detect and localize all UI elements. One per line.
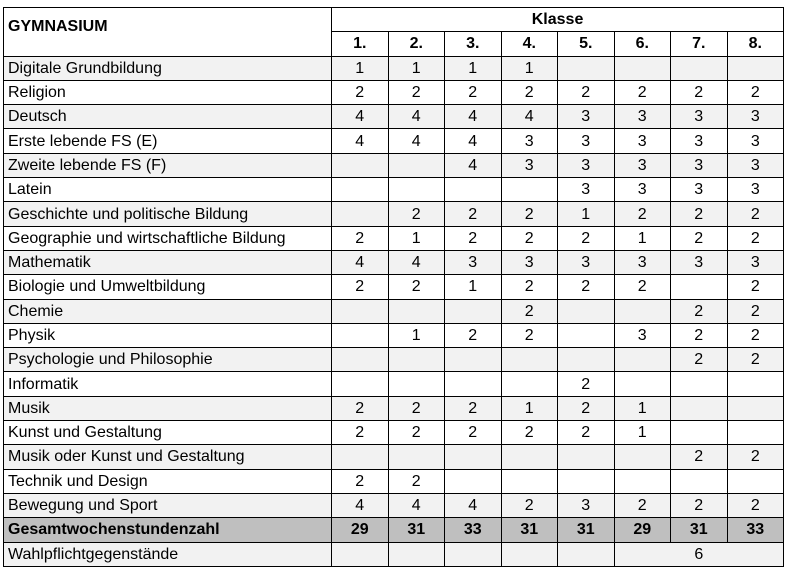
hours-cell: 1 bbox=[388, 323, 445, 347]
hours-cell: 1 bbox=[332, 56, 389, 80]
hours-cell bbox=[727, 469, 784, 493]
hours-cell bbox=[558, 56, 615, 80]
hours-cell bbox=[388, 178, 445, 202]
hours-cell: 2 bbox=[388, 469, 445, 493]
hours-cell bbox=[332, 202, 389, 226]
hours-cell bbox=[445, 469, 502, 493]
subject-row bbox=[4, 250, 784, 274]
hours-cell bbox=[671, 275, 728, 299]
hours-cell: 3 bbox=[727, 153, 784, 177]
subject-name: Erste lebende FS (E) bbox=[4, 129, 332, 153]
total-hours: 31 bbox=[388, 518, 445, 542]
subject-name: Geschichte und politische Bildung bbox=[4, 202, 332, 226]
hours-cell bbox=[671, 372, 728, 396]
hours-cell: 2 bbox=[445, 396, 502, 420]
total-label: Gesamtwochenstundenzahl bbox=[4, 518, 332, 542]
hours-cell: 2 bbox=[332, 80, 389, 104]
grade-group-header: Klasse bbox=[332, 8, 784, 32]
hours-cell bbox=[671, 421, 728, 445]
hours-cell: 3 bbox=[445, 250, 502, 274]
hours-cell: 2 bbox=[671, 348, 728, 372]
hours-cell: 2 bbox=[671, 202, 728, 226]
hours-cell: 3 bbox=[614, 153, 671, 177]
hours-cell: 2 bbox=[671, 493, 728, 517]
hours-cell: 4 bbox=[332, 129, 389, 153]
hours-cell: 3 bbox=[558, 129, 615, 153]
hours-cell: 2 bbox=[388, 275, 445, 299]
hours-cell: 3 bbox=[558, 250, 615, 274]
subject-name: Kunst und Gestaltung bbox=[4, 421, 332, 445]
grade-header: 1. bbox=[332, 32, 389, 56]
subject-row bbox=[4, 80, 784, 104]
subject-row bbox=[4, 202, 784, 226]
hours-cell bbox=[727, 396, 784, 420]
hours-cell: 3 bbox=[727, 129, 784, 153]
hours-cell bbox=[501, 348, 558, 372]
hours-cell: 2 bbox=[501, 421, 558, 445]
hours-cell bbox=[388, 372, 445, 396]
hours-cell: 2 bbox=[727, 348, 784, 372]
hours-cell bbox=[558, 323, 615, 347]
subject-row bbox=[4, 445, 784, 469]
hours-cell bbox=[332, 178, 389, 202]
hours-cell bbox=[388, 445, 445, 469]
hours-cell: 2 bbox=[445, 323, 502, 347]
hours-cell: 4 bbox=[501, 105, 558, 129]
hours-cell bbox=[332, 153, 389, 177]
subject-row bbox=[4, 275, 784, 299]
hours-cell bbox=[671, 396, 728, 420]
hours-cell: 2 bbox=[332, 469, 389, 493]
hours-cell: 3 bbox=[614, 250, 671, 274]
hours-cell: 2 bbox=[614, 493, 671, 517]
hours-cell: 1 bbox=[614, 226, 671, 250]
hours-cell: 4 bbox=[388, 105, 445, 129]
total-hours: 29 bbox=[614, 518, 671, 542]
elective-label: Wahlpflichtgegenstände bbox=[4, 542, 332, 566]
total-hours: 31 bbox=[501, 518, 558, 542]
hours-cell: 2 bbox=[671, 80, 728, 104]
hours-cell bbox=[501, 178, 558, 202]
elective-hours bbox=[445, 542, 502, 566]
hours-cell: 2 bbox=[445, 226, 502, 250]
subject-row bbox=[4, 129, 784, 153]
subject-name: Musik oder Kunst und Gestaltung bbox=[4, 445, 332, 469]
hours-cell: 2 bbox=[332, 275, 389, 299]
subject-name: Digitale Grundbildung bbox=[4, 56, 332, 80]
hours-cell bbox=[388, 153, 445, 177]
hours-cell: 2 bbox=[558, 396, 615, 420]
hours-cell: 1 bbox=[445, 56, 502, 80]
subject-name: Geographie und wirtschaftliche Bildung bbox=[4, 226, 332, 250]
hours-cell: 3 bbox=[727, 250, 784, 274]
subject-row bbox=[4, 372, 784, 396]
subject-row bbox=[4, 299, 784, 323]
hours-cell bbox=[671, 56, 728, 80]
hours-cell bbox=[727, 372, 784, 396]
hours-cell: 3 bbox=[614, 323, 671, 347]
hours-cell: 3 bbox=[614, 129, 671, 153]
hours-cell: 4 bbox=[388, 250, 445, 274]
hours-cell bbox=[558, 469, 615, 493]
grade-header: 3. bbox=[445, 32, 502, 56]
elective-row bbox=[4, 542, 784, 566]
hours-cell: 2 bbox=[332, 396, 389, 420]
subject-row bbox=[4, 469, 784, 493]
hours-cell: 3 bbox=[614, 105, 671, 129]
hours-cell: 4 bbox=[332, 493, 389, 517]
hours-cell bbox=[332, 348, 389, 372]
hours-cell bbox=[332, 445, 389, 469]
subject-name: Religion bbox=[4, 80, 332, 104]
hours-cell bbox=[332, 299, 389, 323]
hours-cell bbox=[501, 372, 558, 396]
subject-row bbox=[4, 56, 784, 80]
hours-cell bbox=[614, 469, 671, 493]
hours-cell bbox=[445, 445, 502, 469]
hours-cell: 4 bbox=[445, 105, 502, 129]
hours-cell bbox=[671, 469, 728, 493]
hours-cell: 2 bbox=[727, 80, 784, 104]
hours-cell: 2 bbox=[727, 493, 784, 517]
grade-header: 7. bbox=[671, 32, 728, 56]
hours-cell: 2 bbox=[727, 445, 784, 469]
hours-cell: 2 bbox=[332, 421, 389, 445]
hours-cell: 2 bbox=[727, 323, 784, 347]
curriculum-table bbox=[3, 7, 784, 567]
hours-cell: 2 bbox=[671, 226, 728, 250]
hours-cell bbox=[614, 348, 671, 372]
hours-cell bbox=[332, 323, 389, 347]
grade-header: 8. bbox=[727, 32, 784, 56]
hours-cell: 4 bbox=[388, 129, 445, 153]
hours-cell bbox=[727, 421, 784, 445]
hours-cell bbox=[558, 445, 615, 469]
hours-cell bbox=[445, 178, 502, 202]
hours-cell: 1 bbox=[501, 56, 558, 80]
subject-row bbox=[4, 226, 784, 250]
subject-name: Psychologie und Philosophie bbox=[4, 348, 332, 372]
hours-cell: 2 bbox=[671, 323, 728, 347]
subject-name: Technik und Design bbox=[4, 469, 332, 493]
hours-cell: 3 bbox=[558, 105, 615, 129]
grade-header: 2. bbox=[388, 32, 445, 56]
hours-cell: 2 bbox=[614, 80, 671, 104]
hours-cell: 3 bbox=[727, 178, 784, 202]
hours-cell: 2 bbox=[501, 202, 558, 226]
total-hours: 31 bbox=[671, 518, 728, 542]
subject-name: Biologie und Umweltbildung bbox=[4, 275, 332, 299]
hours-cell bbox=[614, 372, 671, 396]
total-hours: 33 bbox=[445, 518, 502, 542]
total-hours: 31 bbox=[558, 518, 615, 542]
hours-cell: 1 bbox=[558, 202, 615, 226]
hours-cell: 2 bbox=[501, 226, 558, 250]
hours-cell: 1 bbox=[614, 421, 671, 445]
subject-row bbox=[4, 153, 784, 177]
hours-cell: 3 bbox=[671, 250, 728, 274]
subject-name: Musik bbox=[4, 396, 332, 420]
hours-cell: 2 bbox=[501, 275, 558, 299]
subject-row bbox=[4, 105, 784, 129]
subject-name: Physik bbox=[4, 323, 332, 347]
hours-cell bbox=[614, 445, 671, 469]
hours-cell bbox=[332, 372, 389, 396]
hours-cell: 1 bbox=[388, 226, 445, 250]
hours-cell bbox=[388, 348, 445, 372]
hours-cell bbox=[501, 469, 558, 493]
hours-cell bbox=[614, 299, 671, 323]
hours-cell: 2 bbox=[727, 299, 784, 323]
hours-cell: 4 bbox=[445, 493, 502, 517]
subject-row bbox=[4, 493, 784, 517]
subject-row bbox=[4, 421, 784, 445]
hours-cell: 2 bbox=[727, 275, 784, 299]
elective-hours bbox=[501, 542, 558, 566]
subject-row bbox=[4, 178, 784, 202]
hours-cell: 2 bbox=[558, 80, 615, 104]
hours-cell: 4 bbox=[388, 493, 445, 517]
subject-rows bbox=[4, 56, 784, 518]
hours-cell: 2 bbox=[388, 80, 445, 104]
hours-cell: 2 bbox=[501, 299, 558, 323]
header-row-group bbox=[4, 8, 784, 32]
subject-name: Latein bbox=[4, 178, 332, 202]
table-title: GYMNASIUM bbox=[4, 8, 332, 57]
hours-cell: 2 bbox=[388, 202, 445, 226]
subject-name: Deutsch bbox=[4, 105, 332, 129]
hours-cell: 1 bbox=[445, 275, 502, 299]
hours-cell: 3 bbox=[671, 153, 728, 177]
hours-cell bbox=[558, 299, 615, 323]
hours-cell: 2 bbox=[388, 396, 445, 420]
hours-cell: 3 bbox=[501, 129, 558, 153]
elective-upper-hours: 6 bbox=[614, 542, 784, 566]
hours-cell: 4 bbox=[332, 105, 389, 129]
hours-cell: 2 bbox=[614, 275, 671, 299]
grade-header: 4. bbox=[501, 32, 558, 56]
hours-cell: 2 bbox=[727, 202, 784, 226]
total-hours: 33 bbox=[727, 518, 784, 542]
subject-name: Informatik bbox=[4, 372, 332, 396]
hours-cell: 1 bbox=[614, 396, 671, 420]
subject-name: Zweite lebende FS (F) bbox=[4, 153, 332, 177]
elective-hours bbox=[332, 542, 389, 566]
hours-cell: 2 bbox=[501, 493, 558, 517]
hours-cell: 3 bbox=[671, 129, 728, 153]
subject-row bbox=[4, 323, 784, 347]
hours-cell: 3 bbox=[501, 250, 558, 274]
elective-hours bbox=[388, 542, 445, 566]
hours-cell bbox=[558, 348, 615, 372]
hours-cell: 2 bbox=[501, 323, 558, 347]
elective-hours bbox=[558, 542, 615, 566]
hours-cell bbox=[445, 372, 502, 396]
hours-cell bbox=[445, 348, 502, 372]
hours-cell: 2 bbox=[614, 202, 671, 226]
hours-cell bbox=[614, 56, 671, 80]
subject-row bbox=[4, 348, 784, 372]
hours-cell: 3 bbox=[501, 153, 558, 177]
hours-cell: 2 bbox=[727, 226, 784, 250]
hours-cell bbox=[727, 56, 784, 80]
subject-row bbox=[4, 396, 784, 420]
hours-cell: 2 bbox=[332, 226, 389, 250]
hours-cell bbox=[388, 299, 445, 323]
hours-cell: 2 bbox=[501, 80, 558, 104]
hours-cell bbox=[501, 445, 558, 469]
hours-cell: 2 bbox=[671, 299, 728, 323]
hours-cell: 4 bbox=[445, 153, 502, 177]
subject-name: Chemie bbox=[4, 299, 332, 323]
hours-cell: 2 bbox=[671, 445, 728, 469]
grade-header: 6. bbox=[614, 32, 671, 56]
hours-cell: 2 bbox=[445, 80, 502, 104]
subject-name: Mathematik bbox=[4, 250, 332, 274]
hours-cell: 1 bbox=[388, 56, 445, 80]
hours-cell: 2 bbox=[558, 421, 615, 445]
hours-cell: 4 bbox=[445, 129, 502, 153]
total-row bbox=[4, 518, 784, 542]
hours-cell: 1 bbox=[501, 396, 558, 420]
hours-cell: 4 bbox=[332, 250, 389, 274]
hours-cell: 2 bbox=[558, 226, 615, 250]
hours-cell: 3 bbox=[614, 178, 671, 202]
hours-cell: 3 bbox=[558, 178, 615, 202]
hours-cell: 2 bbox=[558, 372, 615, 396]
hours-cell: 2 bbox=[445, 421, 502, 445]
hours-cell: 3 bbox=[671, 178, 728, 202]
hours-cell bbox=[445, 299, 502, 323]
hours-cell: 3 bbox=[558, 153, 615, 177]
subject-name: Bewegung und Sport bbox=[4, 493, 332, 517]
hours-cell: 3 bbox=[558, 493, 615, 517]
hours-cell: 2 bbox=[445, 202, 502, 226]
total-hours: 29 bbox=[332, 518, 389, 542]
hours-cell: 3 bbox=[727, 105, 784, 129]
hours-cell: 2 bbox=[388, 421, 445, 445]
grade-header: 5. bbox=[558, 32, 615, 56]
hours-cell: 2 bbox=[558, 275, 615, 299]
hours-cell: 3 bbox=[671, 105, 728, 129]
